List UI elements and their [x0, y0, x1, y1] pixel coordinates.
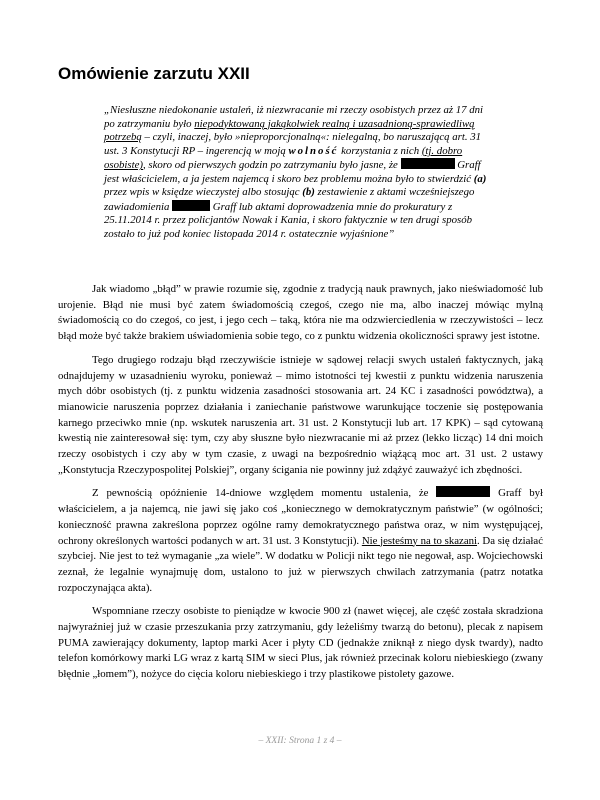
paragraph-3	[58, 486, 543, 596]
body-text	[58, 282, 543, 691]
quoted-charge	[104, 104, 496, 241]
quote-segment: przez wpis w księdze wieczystej albo stosując	[104, 186, 303, 199]
paragraph-segment: Z pewnością opóźnienie 14-dniowe względem momentu ustalenia, że	[92, 487, 437, 500]
underlined-phrase: Nie jesteśmy na to skazani	[361, 534, 478, 547]
quote-marker-a: (a)	[473, 172, 487, 185]
quote-segment: – czyli, inaczej, było »nieproporcjonalną«: nielegalną, bo naruszającą art. 31 ust. 3 Konstytucji RP – ingerencją w moją	[104, 131, 482, 157]
quote-segment: „Niesłuszne niedokonanie ustaleń, iż niezwracanie mi rzeczy osobistych przez aż 17 dni po zatrzymaniu było	[104, 104, 484, 130]
page-footer: – XXII: Strona 1 z 4 –	[258, 736, 342, 746]
paragraph-2: Tego drugiego rodzaju błąd rzeczywiście istnieje w sądowej relacji swych ustaleń faktycznych, jaką odnajdujemy w uzasadnieniu wyroku, ponieważ – mimo istotności tej kwestii z punktu widzenia naruszenia mych dóbr osobistych (tj. z punktu widzenia zasadności stosowania art. 24 KC i zasadności powództwa), a mianowicie naruszenia poprzez działania i zaniechanie państwowe warunkujące toczenie się postępowania karnego przeciwko mnie (np. wskutek naruszenia art. 31 ust. 2 Konstytucji lub art. 17 KPK) – sąd cytowaną kwestią nie zainteresował się: tym, czy aby słuszne było niezwracanie mi aż przez (lekko licząc) 14 dni moich rzeczy osobistych i czy aby w tym czasie, z uwagi na bezpośrednio wiążącą moc art. 31 ust. 2 ustawy „Konstytucja Rzeczypospolitej Polskiej”, organy ścigania nie powinny już zdążyć zauważyć ich zbędności.	[58, 353, 543, 476]
quote-segment: , skoro od pierwszych godzin po zatrzymaniu było jasne, że	[143, 159, 401, 172]
quote-segment: zestawienie z aktami wcześniejszego zawiadomienia	[104, 186, 475, 213]
quote-segment: korzystania z nich	[338, 144, 422, 157]
quote-text	[104, 104, 496, 241]
quote-emphasis: wolność	[288, 144, 339, 157]
quote-segment: Graff jest właścicielem, a ja jestem najemcą i skoro bez problemu można było to stwierdzić	[104, 159, 481, 185]
paragraph-segment: Graff był właścicielem, a ja najemcą, nie jawi się jako coś „koniecznego w demokratycznym państwie” (w ogólności; konieczność prawna zakreślona poprzez ogólne ramy demokratycznego państwa oraz, w nim występującej, ochrony określonych wartości podanych w art. 31 ust. 3 Konstytucji).	[58, 487, 543, 547]
quote-underlined: niepodyktowaną jakąkolwiek realną i uzasadnioną-sprawiedliwą potrzebą	[104, 117, 475, 144]
paragraph-segment: . Da się działać szybciej. Nie jest to też wymaganie „za wiele”. W dodatku w Policji nikt tego nie negował, asp. Wojciechowski zeznał, że legalnie wynajmuję dom, ustalono to już w pierwszych chwilach zatrzymania (patrz notatka rozpoczynająca akta).	[58, 534, 543, 594]
paragraph-1: Jak wiadomo „błąd” w prawie rozumie się, zgodnie z tradycją nauk prawnych, jako nieświadomość lub urojenie. Błąd nie musi być zatem świadomością czegoś, czego nie ma, albo inaczej mówiąc mylną świadomością co do czegoś, co jest, i jego cech – taką, która nie ma odzwierciedlenia w rzeczywistości – lecz błąd może być także brakiem uświadomienia sobie tego, co z punktu widzenia okoliczności sprawy jest istotne.	[58, 283, 543, 343]
page-title: Omówienie zarzutu XXII	[58, 64, 250, 83]
paragraph-4: Wspomniane rzeczy osobiste to pieniądze w kwocie 900 zł (nawet więcej, ale część została skradziona najwyraźniej już w czasie przeszukania przy zatrzymaniu, gdy leżeliśmy twarzą do betonu), plecak z napisem PUMA zawierający dokumenty, laptop marki Acer i płyty CD (jednakże zniknął z niego dysk twardy), nadto telefon komórkowy marki LG wraz z kartą SIM w sieci Plus, jak również przecinak koloru niebieskiego (zwany błędnie „łomem”), nożyce do cięcia koloru niebieskiego i trzy plastikowe pistolety gazowe.	[58, 605, 543, 681]
redaction-box	[172, 200, 210, 211]
quote-underlined: (tj. dobro osobiste)	[104, 144, 463, 172]
quote-marker-b: (b)	[302, 186, 315, 199]
redaction-box	[436, 486, 490, 497]
redaction-box	[401, 158, 455, 169]
quote-segment: Graff lub aktami doprowadzenia mnie do prokuratury z 25.11.2014 r. przez policjantów Nowak i Kania, i skoro faktycznie w ten drugi sposób zostało to już pod koniec listopada 2014 r. ostatecznie wyjaśnione”	[104, 200, 472, 240]
